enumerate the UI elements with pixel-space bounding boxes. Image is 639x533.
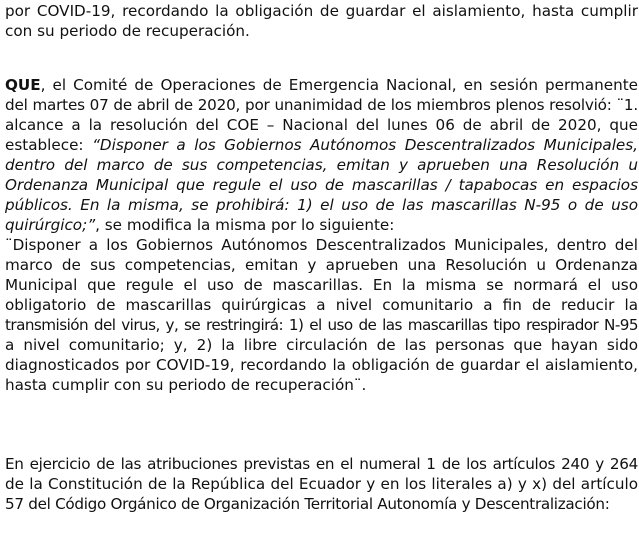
quoted-resolution-text: “Disponer a los Gobiernos Autónomos Descentralizados Municipales, xyxy=(92,136,638,154)
paragraph-que-coe-resolution xyxy=(5,75,638,395)
quoted-resolution-text: dentro del marco de sus competencias, emitan y aprueben una Resolución u xyxy=(5,156,638,174)
quote-line: a nivel comunitario; y, 2) la libre circulación de las personas que hayan sido xyxy=(5,336,638,354)
text-line: 57 del Código Orgánico de Organización Territorial Autonomía y Descentralización: xyxy=(5,495,610,513)
quoted-resolution-text: públicos. En la misma, se prohibirá: 1) el uso de las mascarillas N-95 o de uso xyxy=(5,196,638,214)
text-span: , el Comité de Operaciones de Emergencia Nacional, en sesión permanente xyxy=(40,76,638,94)
text-line: alcance a la resolución del COE – Nacional del lunes 06 de abril de 2020, que xyxy=(5,116,638,134)
text-line: del martes 07 de abril de 2020, por unanimidad de los miembros plenos resolvió: ¨1. xyxy=(5,96,638,114)
paragraph-lead-que: QUE xyxy=(5,76,41,94)
text-line xyxy=(5,135,638,155)
text-span: , se modifica la misma por lo siguiente: xyxy=(95,216,395,234)
quote-line: obligatorio de mascarillas quirúrgicas a nivel comunitario a fin de reducir la xyxy=(5,296,638,314)
quoted-resolution-text: Ordenanza Municipal que regule el uso de mascarillas / tapabocas en espacios xyxy=(5,176,638,194)
text-line xyxy=(5,75,638,95)
quote-line: Municipal que regule el uso de mascarillas. En la misma se normará el uso xyxy=(5,276,638,294)
text-line: de la Constitución de la República del Ecuador y en los literales a) y x) del artículo xyxy=(5,475,638,493)
quote-line: diagnosticados por COVID-19, recordando la obligación de guardar el aislamiento, xyxy=(5,356,638,374)
text-line: En ejercicio de las atribuciones previstas en el numeral 1 de los artículos 240 y 264 xyxy=(5,455,638,473)
text-line: por COVID-19, recordando la obligación de guardar el aislamiento, hasta cumplir xyxy=(5,2,638,20)
quote-line: transmisión del virus, y, se restringirá: 1) el uso de las mascarillas tipo respirador N-95 xyxy=(5,316,638,334)
text-span: establece: xyxy=(5,136,93,154)
paragraph-legal-basis xyxy=(5,454,638,514)
text-line xyxy=(5,215,638,235)
text-line: con su periodo de recuperación. xyxy=(5,22,250,40)
paragraph-recovery-end xyxy=(5,1,638,41)
quoted-resolution-text: quirúrgico;” xyxy=(5,216,96,234)
quote-line: hasta cumplir con su periodo de recuperación¨. xyxy=(5,376,367,394)
quote-line: marco de sus competencias, emitan y aprueben una Resolución u Ordenanza xyxy=(5,256,638,274)
quote-line: ¨Disponer a los Gobiernos Autónomos Descentralizados Municipales, dentro del xyxy=(5,236,638,254)
